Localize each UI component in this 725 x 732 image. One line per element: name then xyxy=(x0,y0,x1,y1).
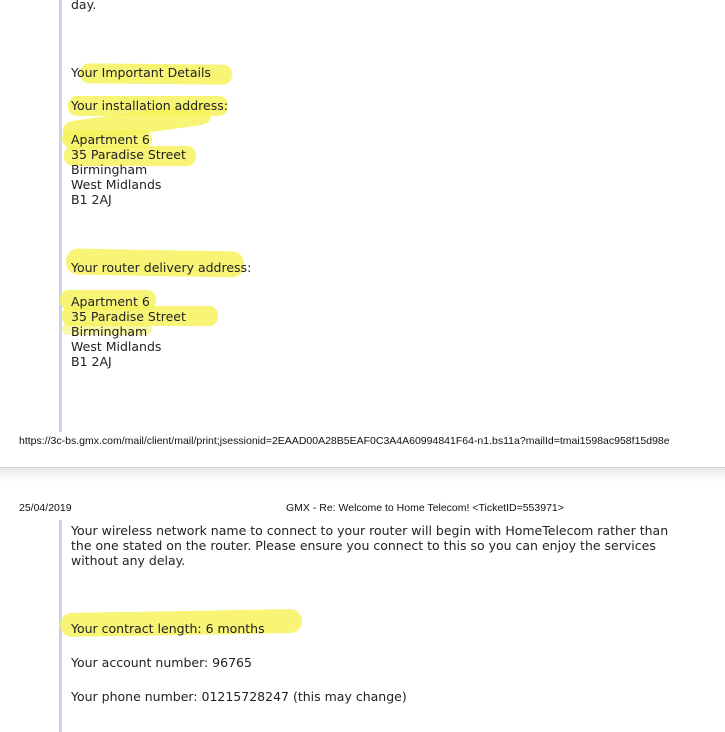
router-address-line: Birmingham xyxy=(71,324,148,339)
installation-address-line: Birmingham xyxy=(71,162,148,177)
wireless-line: without any delay. xyxy=(71,553,186,568)
installation-address-line: B1 2AJ xyxy=(71,192,112,207)
installation-address-line: Apartment 6 xyxy=(71,132,150,147)
installation-address-line: 35 Paradise Street xyxy=(71,147,186,162)
router-address-line: West Midlands xyxy=(71,339,162,354)
quote-bar-page1 xyxy=(59,0,62,432)
important-details-heading: Your Important Details xyxy=(71,65,211,80)
wireless-line: Your wireless network name to connect to your router will begin with HomeTelecom rather than xyxy=(71,523,669,538)
router-address-line: B1 2AJ xyxy=(71,354,112,369)
account-number-text: Your account number: 96765 xyxy=(71,655,252,670)
router-address-line: Apartment 6 xyxy=(71,294,150,309)
print-footer-url: https://3c-bs.gmx.com/mail/client/mail/print;jsessionid=2EAAD00A28B5EAF0C3A4A60994841F64-n1.bs11a?mailId=tmai1598ac958f15d98e xyxy=(19,435,670,447)
phone-number-text: Your phone number: 01215728247 (this may change) xyxy=(71,689,407,704)
top-fragment-text: day. xyxy=(71,0,97,12)
page-break xyxy=(0,467,725,482)
contract-length-text: Your contract length: 6 months xyxy=(71,621,265,636)
print-header-date: 25/04/2019 xyxy=(19,502,72,514)
installation-address-line: West Midlands xyxy=(71,177,162,192)
router-delivery-heading: Your router delivery address: xyxy=(71,260,252,275)
wireless-line: the one stated on the router. Please ensure you connect to this so you can enjoy the services xyxy=(71,538,656,553)
installation-address-heading: Your installation address: xyxy=(71,98,228,113)
print-header-title: GMX - Re: Welcome to Home Telecom! <TicketID=553971> xyxy=(286,502,564,514)
router-address-line: 35 Paradise Street xyxy=(71,309,186,324)
